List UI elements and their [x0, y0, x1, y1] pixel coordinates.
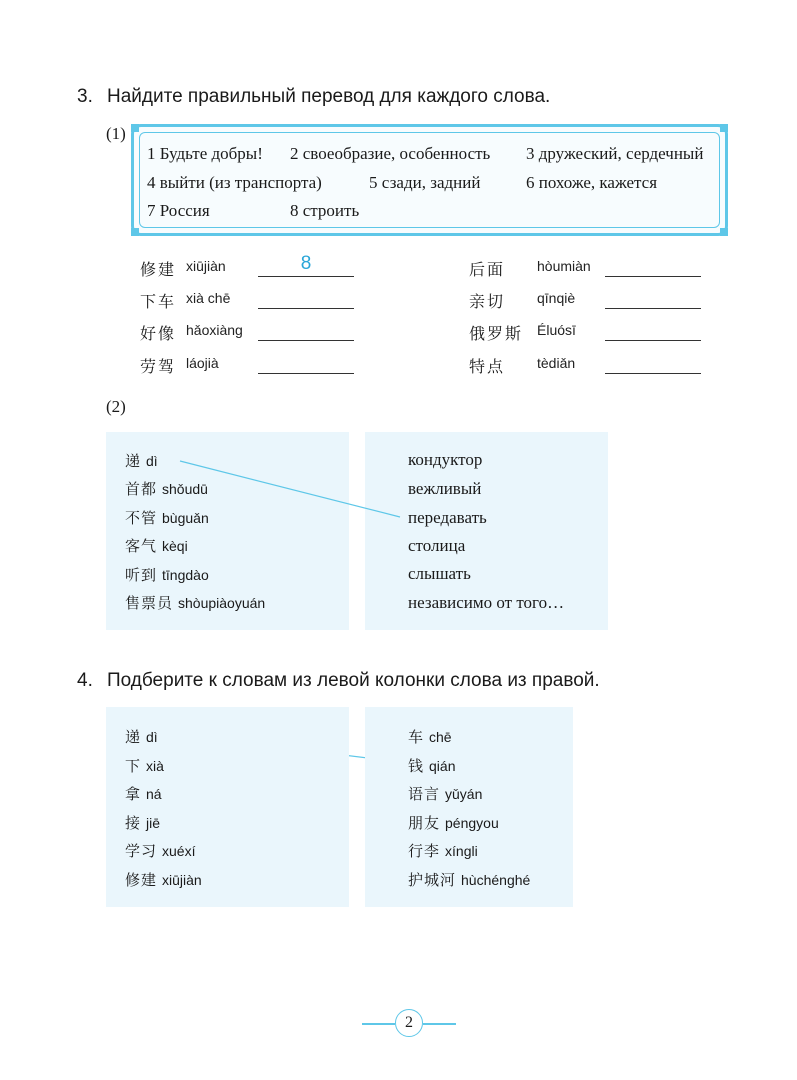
page-number-line-right	[423, 1023, 456, 1025]
match-right-item[interactable]	[408, 812, 499, 833]
item-chinese: 听到	[125, 566, 158, 584]
item-pinyin: tīngdào	[162, 567, 209, 583]
word-chinese: 后面	[469, 260, 506, 279]
match-right-item[interactable]: вежливый	[408, 479, 482, 498]
item-chinese: 递	[125, 728, 142, 746]
word-chinese: 亲切	[469, 292, 506, 311]
item-pinyin: shòupiàoyuán	[178, 595, 266, 611]
option-2: 2 своеобразие, особенность	[290, 144, 491, 163]
option-7: 7 Россия	[147, 201, 210, 220]
page-number: 2	[395, 1009, 423, 1037]
task-4-title	[77, 670, 600, 692]
option-1: 1 Будьте добры!	[147, 144, 263, 163]
item-chinese: 不管	[125, 509, 158, 527]
item-chinese: 接	[125, 814, 142, 832]
item-pinyin: qián	[429, 758, 456, 774]
item-chinese: 客气	[125, 537, 158, 555]
word-pinyin: xià chē	[186, 290, 231, 306]
word-pinyin: láojià	[186, 355, 219, 371]
task-3-number: 3.	[77, 86, 93, 107]
item-pinyin: xiūjiàn	[162, 872, 202, 888]
item-chinese: 护城河	[408, 871, 457, 889]
match-right-item[interactable]	[408, 840, 478, 861]
match-right-item[interactable]: передавать	[408, 508, 487, 527]
word-chinese: 好像	[140, 324, 177, 343]
match-left-item[interactable]	[125, 840, 195, 861]
option-5: 5 сзади, задний	[369, 173, 481, 192]
match-left-item[interactable]	[125, 812, 160, 833]
match-left-item[interactable]	[125, 726, 158, 747]
match-left-item[interactable]	[125, 869, 202, 890]
item-pinyin: péngyou	[445, 815, 499, 831]
option-4: 4 выйти (из транспорта)	[147, 173, 322, 192]
item-chinese: 递	[125, 452, 142, 470]
item-pinyin: hùchénghé	[461, 872, 531, 888]
match-right-item[interactable]	[408, 726, 452, 747]
option-8: 8 строить	[290, 201, 360, 220]
match-right-item[interactable]	[408, 869, 530, 890]
item-pinyin: chē	[429, 729, 452, 745]
match-right-item[interactable]: слышать	[408, 564, 471, 583]
item-pinyin: ná	[146, 786, 162, 802]
match-right-item[interactable]: независимо от того…	[408, 593, 565, 612]
item-pinyin: xuéxí	[162, 843, 196, 859]
task-4-title-text: Подберите к словам из левой колонки слова из правой.	[107, 670, 600, 691]
match-right-item[interactable]: столица	[408, 536, 466, 555]
word-pinyin: tèdiǎn	[537, 355, 576, 371]
task-4-number: 4.	[77, 670, 93, 691]
word-chinese: 特点	[469, 357, 506, 376]
page-number-line-left	[362, 1023, 395, 1025]
match-right-item[interactable]	[408, 783, 482, 804]
match-left-item[interactable]	[125, 783, 162, 804]
match-left-item[interactable]	[125, 755, 164, 776]
item-pinyin: xià	[146, 758, 164, 774]
match-line	[180, 461, 400, 517]
item-pinyin: dì	[146, 729, 158, 745]
word-chinese: 劳驾	[140, 357, 177, 376]
part-1-label: (1)	[106, 124, 126, 143]
item-pinyin: shǒudū	[162, 481, 208, 497]
item-chinese: 售票员	[125, 594, 174, 612]
item-chinese: 行李	[408, 842, 441, 860]
item-chinese: 拿	[125, 785, 142, 803]
item-chinese: 车	[408, 728, 425, 746]
item-chinese: 修建	[125, 871, 158, 889]
word-pinyin: hòumiàn	[537, 258, 591, 274]
word-pinyin: xiūjiàn	[186, 258, 226, 274]
item-chinese: 钱	[408, 757, 425, 775]
item-pinyin: yǔyán	[445, 786, 483, 802]
part-2-label: (2)	[106, 397, 126, 416]
word-chinese: 修建	[140, 260, 177, 279]
item-pinyin: jiē	[146, 815, 161, 831]
item-chinese: 语言	[408, 785, 441, 803]
item-pinyin: kèqi	[162, 538, 188, 554]
item-chinese: 下	[125, 757, 142, 775]
task-3-title-text: Найдите правильный перевод для каждого слова.	[107, 86, 551, 107]
match-right-item[interactable]: кондуктор	[408, 450, 483, 469]
word-pinyin: Éluósī	[537, 322, 576, 338]
option-3: 3 дружеский, сердечный	[526, 144, 704, 163]
item-chinese: 首都	[125, 480, 158, 498]
item-chinese: 朋友	[408, 814, 441, 832]
answer-value: 8	[300, 253, 312, 274]
item-chinese: 学习	[125, 842, 158, 860]
match-right-item[interactable]	[408, 755, 455, 776]
word-chinese: 下车	[140, 292, 177, 311]
word-pinyin: qīnqiè	[537, 290, 576, 306]
item-pinyin: xíngli	[445, 843, 478, 859]
item-pinyin: bùguǎn	[162, 510, 209, 526]
word-chinese: 俄罗斯	[469, 324, 524, 343]
word-pinyin: hǎoxiàng	[186, 322, 243, 338]
item-pinyin: dì	[146, 453, 158, 469]
option-6: 6 похоже, кажется	[526, 173, 658, 192]
